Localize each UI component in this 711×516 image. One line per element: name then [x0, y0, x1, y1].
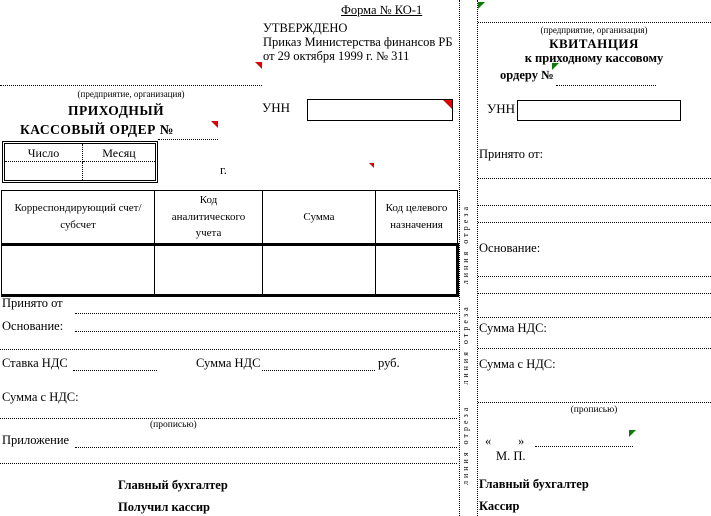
col-header-analytic-code: Код аналитического учета: [155, 191, 263, 245]
cell-sum[interactable]: [263, 244, 376, 295]
receipt-in-words-hint: (прописью): [570, 405, 618, 415]
receipt-vat-amount-label: Сумма НДС:: [479, 321, 547, 335]
col-header-target-code: Код целевого назначения: [376, 191, 458, 245]
receipt-date-fill-line[interactable]: [535, 446, 633, 447]
unn-label: УНН: [262, 100, 290, 115]
annotation-marker-red-icon: [443, 100, 452, 109]
date-table: [2, 141, 158, 183]
date-quote-close: »: [518, 434, 525, 448]
cell-analytic-code[interactable]: [155, 244, 263, 295]
receipt-unn-input-box[interactable]: [517, 100, 681, 121]
date-quote-open: «: [485, 434, 492, 448]
attachment-fill-line-2[interactable]: [0, 463, 457, 464]
receipt-vat-amount-fill-line[interactable]: [478, 348, 711, 349]
receipt-org-fill-line[interactable]: [478, 22, 711, 23]
order-title-line2: КАССОВЫЙ ОРДЕР №: [20, 122, 174, 137]
annotation-marker-green-icon: [478, 2, 485, 9]
order-title-line1: ПРИХОДНЫЙ: [68, 103, 165, 118]
receipt-basis-fill-line-3[interactable]: [478, 317, 711, 318]
receipt-accepted-from-fill-line-2[interactable]: [478, 205, 711, 206]
col-header-corresponding-account: Корреспондирующий счет/субсчет: [2, 191, 155, 245]
accounting-table: [1, 190, 459, 297]
cut-line-label: линия отреза линия отреза линия отреза: [461, 203, 470, 485]
receipt-cashier-signature-label: Кассир: [479, 499, 520, 513]
vat-amount-label: Сумма НДС: [196, 356, 261, 370]
receipt-total-with-vat-label: Сумма с НДС:: [479, 357, 556, 371]
receipt-org-hint: (предприятие, организация): [540, 25, 648, 35]
vat-rate-label: Ставка НДС: [2, 356, 68, 370]
annotation-marker-red-icon: [211, 121, 218, 128]
cut-line-left: [459, 0, 460, 516]
cell-corresponding-account[interactable]: [2, 244, 155, 295]
attachment-label: Приложение: [2, 433, 70, 447]
chief-accountant-signature-label: Главный бухгалтер: [118, 478, 228, 492]
receipt-chief-accountant-signature-label: Главный бухгалтер: [479, 477, 589, 491]
accepted-from-label: Принято от: [2, 296, 63, 310]
receipt-title: КВИТАНЦИЯ: [549, 36, 639, 51]
receipt-order-number-fill-line[interactable]: [556, 85, 656, 86]
receipt-total-in-words-fill-line[interactable]: [478, 402, 711, 403]
basis-fill-line[interactable]: [75, 331, 457, 332]
annotation-marker-green-icon: [552, 63, 559, 70]
org-hint: (предприятие, организация): [77, 89, 185, 99]
order-number-fill-line[interactable]: [158, 139, 218, 140]
accepted-from-fill-line[interactable]: [75, 313, 457, 314]
annotation-marker-red-icon: [255, 62, 262, 69]
col-header-sum: Сумма: [263, 191, 376, 245]
accounting-table-header-row: [2, 191, 458, 245]
cell-target-code[interactable]: [376, 244, 458, 295]
receipt-accepted-from-fill-line[interactable]: [478, 178, 711, 179]
receipt-accepted-from-label: Принято от:: [479, 147, 544, 161]
basis-fill-line-2[interactable]: [0, 349, 457, 350]
approved-label: УТВЕРЖДЕНО: [263, 21, 348, 35]
date-table-day-cell[interactable]: [5, 162, 83, 180]
attachment-fill-line[interactable]: [75, 447, 457, 448]
cashier-signature-label: Получил кассир: [118, 500, 210, 514]
stamp-place-label: М. П.: [496, 449, 526, 463]
date-table-month-header: Месяц: [83, 144, 155, 162]
annotation-marker-green-icon: [629, 430, 636, 437]
basis-label: Основание:: [2, 319, 64, 333]
receipt-basis-fill-line-2[interactable]: [478, 293, 711, 294]
vat-rate-fill-line[interactable]: [73, 370, 157, 371]
org-name-fill-line[interactable]: [0, 85, 262, 86]
total-with-vat-label: Сумма с НДС:: [2, 390, 79, 404]
approved-date-line: от 29 октября 1999 г. № 311: [263, 49, 410, 63]
date-table-day-header: Число: [5, 144, 83, 162]
vat-amount-fill-line[interactable]: [262, 370, 375, 371]
year-suffix: г.: [220, 163, 227, 177]
receipt-unn-label: УНН: [487, 101, 515, 116]
annotation-marker-red-icon: [369, 163, 374, 168]
receipt-basis-label: Основание:: [479, 241, 541, 255]
approved-order-line: Приказ Министерства финансов РБ: [263, 35, 453, 49]
accounting-table-entry-row: [2, 244, 458, 295]
unn-input-box[interactable]: [307, 99, 453, 121]
date-table-month-cell[interactable]: [83, 162, 155, 180]
in-words-hint: (прописью): [150, 420, 197, 430]
cut-line-right: [477, 0, 478, 516]
currency-label: руб.: [378, 356, 400, 370]
form-code: Форма № КО-1: [341, 3, 423, 17]
receipt-accepted-from-fill-line-3[interactable]: [478, 222, 711, 223]
receipt-subtitle: к приходному кассовому: [524, 51, 664, 65]
receipt-subtitle2: ордеру №: [500, 68, 554, 82]
receipt-basis-fill-line[interactable]: [478, 276, 711, 277]
total-in-words-fill-line[interactable]: [0, 418, 457, 419]
